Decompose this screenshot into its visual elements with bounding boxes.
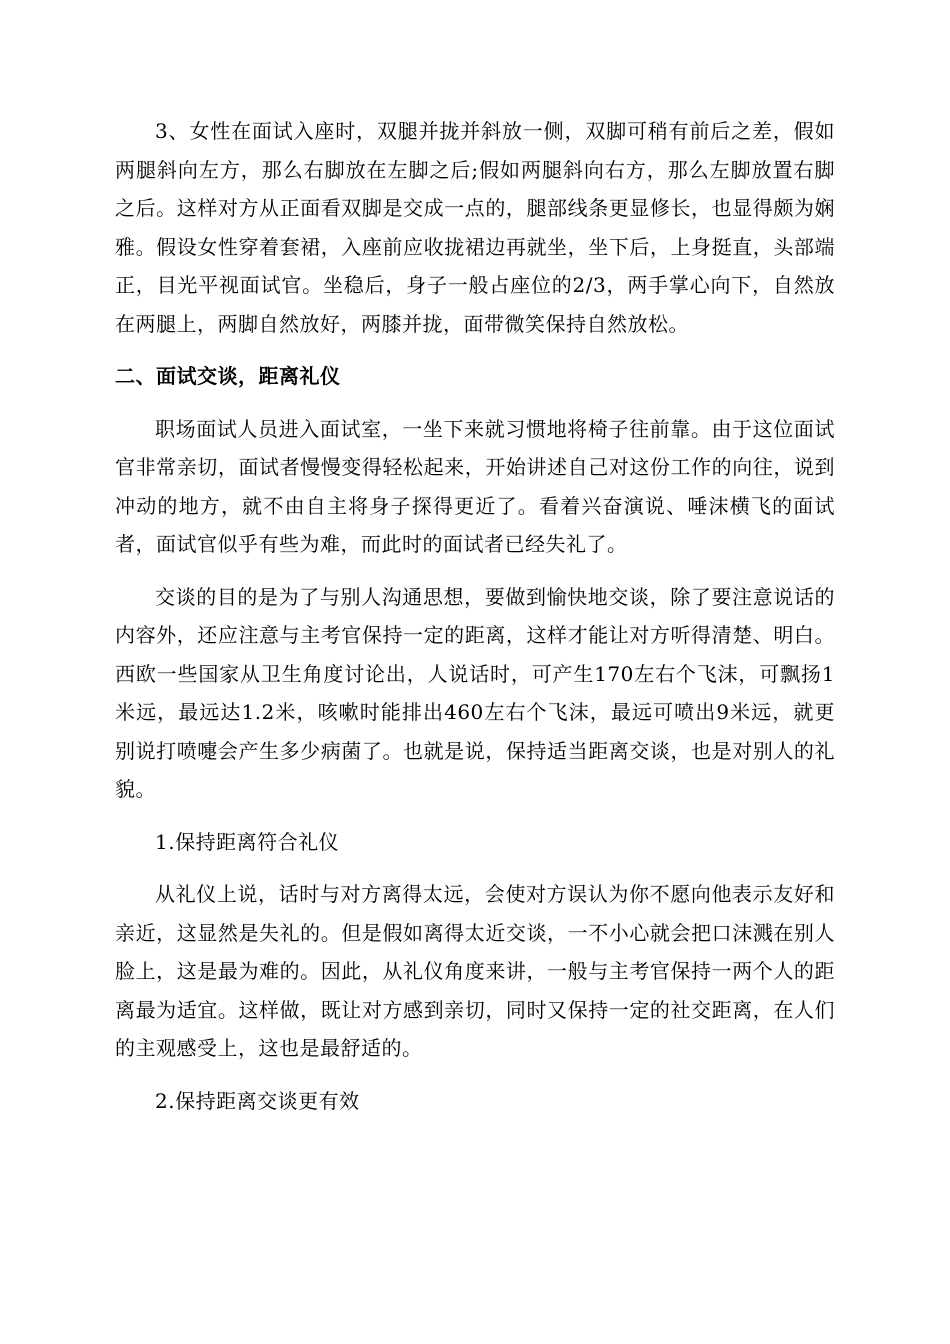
section-heading: 二、面试交谈，距离礼仪 — [115, 364, 341, 388]
spacer — [115, 1068, 835, 1082]
paragraph-female-seating: 3、女性在面试入座时，双腿并拢并斜放一侧，双脚可稍有前后之差，假如两腿斜向左方，那么右脚放在左脚之后;假如两腿斜向右方，那么左脚放置右脚之后。这样对方从正面看双脚是交成一点的，腿部线条更显修长，也显得颇为娴雅。假设女性穿着套裙，入座前应收拢裙边再就坐，坐下后，上身挺直，头部端正，目光平视面试官。坐稳后，身子一般占座位的2/3，两手掌心向下，自然放在两腿上，两脚自然放好，两膝并拢，面带微笑保持自然放松。 — [115, 119, 835, 336]
document-page — [115, 112, 835, 1120]
paragraph-conversation-purpose: 交谈的目的是为了与别人沟通思想，要做到愉快地交谈，除了要注意说话的内容外，还应注意与主考官保持一定的距离，这样才能让对方听得清楚、明白。西欧一些国家从卫生角度讨论出，人说话时，可产生170左右个飞沫，可飘扬1米远，最远达1.2米，咳嗽时能排出460左右个飞沫，最远可喷出9米远，就更别说打喷嚏会产生多少病菌了。也就是说，保持适当距离交谈，也是对别人的礼貌。 — [115, 584, 835, 801]
spacer — [115, 809, 835, 823]
spacer — [115, 396, 835, 410]
paragraph-etiquette-detail: 从礼仪上说，话时与对方离得太远，会使对方误认为你不愿向他表示友好和亲近，这显然是失礼的。但是假如离得太近交谈，一不小心就会把口沫溅在别人脸上，这是最为难的。因此，从礼仪角度来讲，一般与主考官保持一两个人的距离最为适宜。这样做，既让对方感到亲切，同时又保持一定的社交距离，在人们的主观感受上，这也是最舒适的。 — [115, 882, 835, 1060]
paragraph-interview-scenario: 职场面试人员进入面试室，一坐下来就习惯地将椅子往前靠。由于这位面试官非常亲切，面试者慢慢变得轻松起来，开始讲述自己对这份工作的向往，说到冲动的地方，就不由自主将身子探得更近了。看着兴奋演说、唾沫横飞的面试者，面试官似乎有些为难，而此时的面试者已经失礼了。 — [115, 416, 835, 556]
spacer — [115, 861, 835, 875]
spacer — [115, 564, 835, 578]
subheading-effective-conversation: 2.保持距离交谈更有效 — [155, 1088, 360, 1113]
subheading-distance-etiquette: 1.保持距离符合礼仪 — [155, 829, 340, 854]
spacer — [115, 343, 835, 357]
